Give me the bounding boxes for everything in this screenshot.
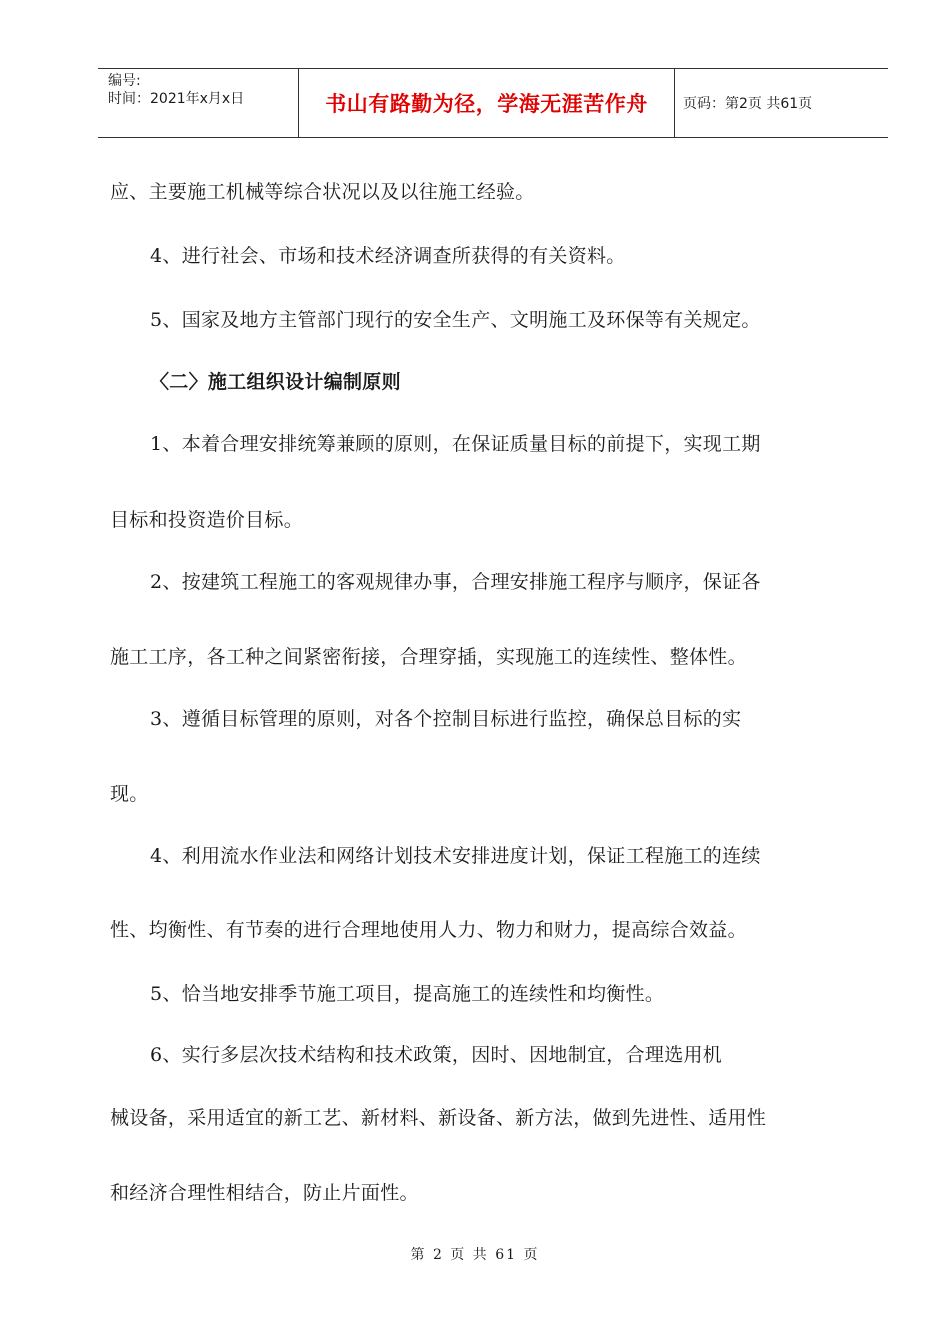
body-line: 目标和投资造价目标。 xyxy=(110,509,304,531)
body-line: 4、进行社会、市场和技术经济调查所获得的有关资料。 xyxy=(150,245,626,267)
body-line: 6、实行多层次技术结构和技术政策，因时、因地制宜，合理选用机 xyxy=(150,1044,723,1066)
body-line: 3、遵循目标管理的原则，对各个控制目标进行监控，确保总目标的实 xyxy=(150,708,742,730)
body-line: 5、国家及地方主管部门现行的安全生产、文明施工及环保等有关规定。 xyxy=(150,309,761,331)
document-code-label: 编号: xyxy=(108,73,141,89)
body-line: 施工工序，各工种之间紧密衔接，合理穿插，实现施工的连续性、整体性。 xyxy=(110,646,747,668)
body-line: 2、按建筑工程施工的客观规律办事，合理安排施工程序与顺序，保证各 xyxy=(150,571,761,593)
header-meta-cell xyxy=(98,69,299,137)
body-line: 4、利用流水作业法和网络计划技术安排进度计划，保证工程施工的连续 xyxy=(150,845,761,867)
document-header xyxy=(98,68,888,138)
body-line: 和经济合理性相结合，防止片面性。 xyxy=(110,1182,419,1204)
page-footer: 第 2 页 共 61 页 xyxy=(410,1247,540,1263)
document-date: 时间：2021年x月x日 xyxy=(108,91,245,107)
header-page-info: 页码：第2页 共61页 xyxy=(683,96,813,112)
body-line: 性、均衡性、有节奏的进行合理地使用人力、物力和财力，提高综合效益。 xyxy=(110,919,747,941)
body-line: 1、本着合理安排统筹兼顾的原则，在保证质量目标的前提下，实现工期 xyxy=(150,433,761,455)
body-line: 械设备，采用适宜的新工艺、新材料、新设备、新方法，做到先进性、适用性 xyxy=(110,1107,767,1129)
body-line: 5、恰当地安排季节施工项目，提高施工的连续性和均衡性。 xyxy=(150,983,665,1005)
body-line: 应、主要施工机械等综合状况以及以往施工经验。 xyxy=(110,181,535,203)
header-motto: 书山有路勤为径，学海无涯苦作舟 xyxy=(299,69,675,137)
section-heading: 〈二〉施工组织设计编制原则 xyxy=(150,371,401,393)
body-line: 现。 xyxy=(110,783,149,805)
